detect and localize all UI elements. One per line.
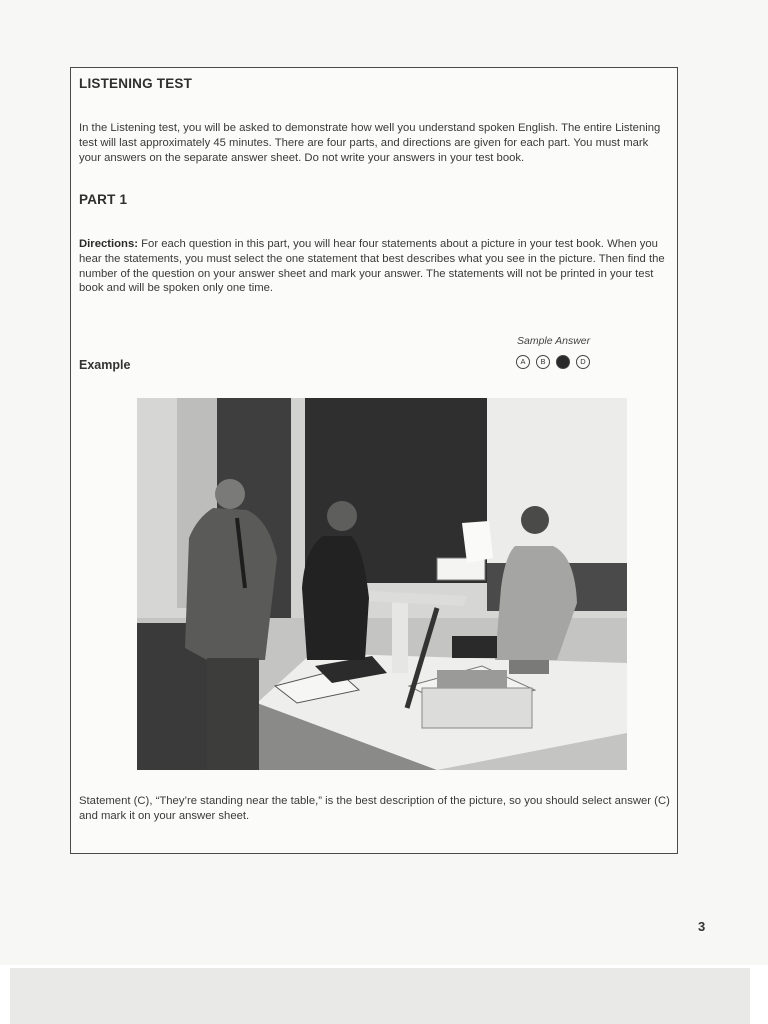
directions-label: Directions: (79, 238, 139, 250)
sample-answer-label: Sample Answer (517, 335, 591, 347)
choice-a-bubble: A (516, 355, 530, 369)
section-title: LISTENING TEST (79, 76, 193, 91)
scanner-edge (10, 968, 750, 1024)
part-heading: PART 1 (79, 192, 128, 207)
directions-paragraph (79, 237, 671, 296)
example-photo (137, 398, 627, 770)
caption-paragraph: Statement (C), “They’re standing near the table,” is the best description of the picture, so you should select answer (C) and mark it on your answer sheet. (79, 795, 670, 822)
choice-c-bubble (556, 355, 570, 369)
page-number: 3 (698, 919, 706, 934)
intro-paragraph: In the Listening test, you will be asked to demonstrate how well you understand spoken English. The entire Listening test will last approximately 45 minutes. There are four parts, and directions are given for each part. You must mark your answers on the separate answer sheet. Do not write your answers in your test book. (79, 122, 661, 164)
answer-choices (516, 355, 590, 369)
listening-test-box (70, 67, 678, 854)
directions-text: For each question in this part, you will hear four statements about a picture in your test book. When you hear the statements, you must select the one statement that best describes what you see in the picture. Then find the number of the question on your answer sheet and mark your answer. The statements will not be printed in your test book and will be spoken only one time. (79, 238, 665, 295)
example-label: Example (79, 358, 131, 372)
choice-b-bubble: B (536, 355, 550, 369)
choice-d-bubble: D (576, 355, 590, 369)
